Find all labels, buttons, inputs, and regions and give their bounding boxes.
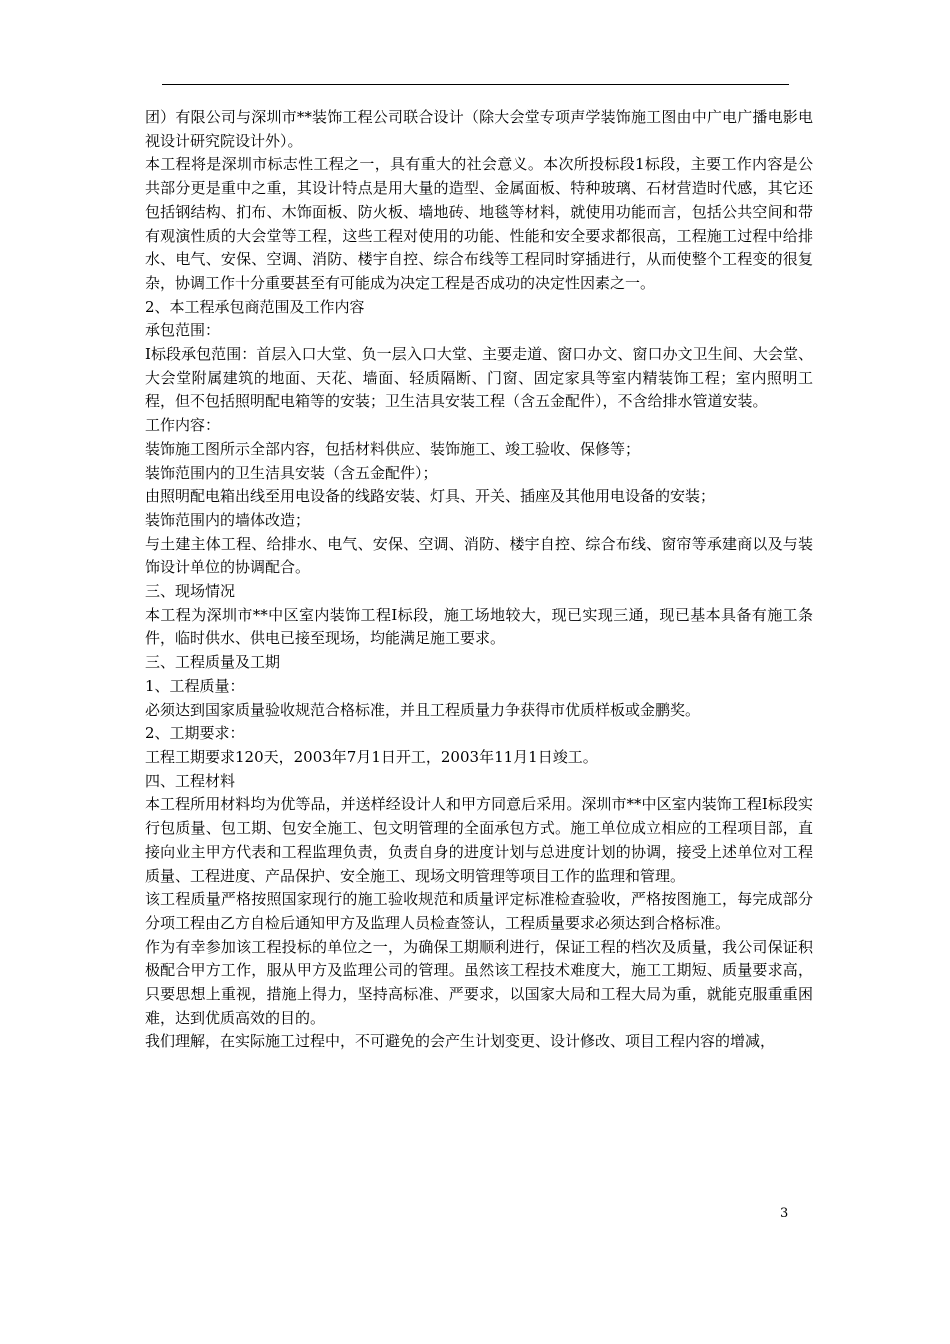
list-item-wall-alteration: 装饰范围内的墙体改造；	[145, 510, 311, 529]
paragraph-section-scope: Ⅰ标段承包范围：首层入口大堂、负一层入口大堂、主要走道、窗口办文、窗口办文卫生间、大会堂、大会堂附属建筑的地面、天花、墙面、轻质隔断、门窗、固定家具等室内精装饰工程；室内照明工程，但不包括照明配电箱等的安装；卫生洁具安装工程（含五金配件），不含给排水管道安装。	[145, 345, 813, 411]
paragraph-materials: 本工程所用材料均为优等品，并送样经设计人和甲方同意后采用。深圳市**中区室内装饰工程I标段实行包质量、包工期、包安全施工、包文明管理的全面承包方式。施工单位成立相应的工程项目部，直接向业主甲方代表和工程监理负责，负责自身的进度计划与总进度计划的协调，接受上述单位对工程质量、工程进度、产品保护、安全施工、现场文明管理等项目工作的监理和管理。	[145, 795, 813, 885]
header-rule	[162, 84, 789, 85]
paragraph-schedule: 工程工期要求120天，2003年7月1日开工，2003年11月1日竣工。	[145, 747, 598, 766]
heading-quality: 1、工程质量：	[145, 676, 245, 695]
paragraph-project-significance: 本工程将是深圳市标志性工程之一，具有重大的社会意义。本次所投标段1标段，主要工作内容是公共部分更是重中之重，其设计特点是用大量的造型、金属面板、特种玻璃、石材营造时代感，其它还包括钢结构、扪布、木饰面板、防火板、墙地砖、地毯等材料，就使用功能而言，包括公共空间和带有观演性质的大会堂等工程，这些工程对使用的功能、性能和安全要求都很高，工程施工过程中给排水、电气、安保、空调、消防、楼宇自控、综合布线等工程同时穿插进行，从而使整个工程变的很复杂，协调工作十分重要甚至有可能成为决定工程是否成功的决定性因素之一。	[145, 155, 813, 292]
paragraph-quality-standard: 必须达到国家质量验收规范合格标准，并且工程质量力争获得市优质样板或金鹏奖。	[145, 700, 701, 719]
list-item-sanitary-fixtures: 装饰范围内的卫生洁具安装（含五金配件）；	[145, 463, 438, 482]
paragraph-commitment: 作为有幸参加该工程投标的单位之一，为确保工期顺利进行，保证工程的档次及质量，我公司保证积极配合甲方工作，服从甲方及监理公司的管理。虽然该工程技术难度大，施工工期短、质量要求高，只要思想上重视，措施上得力，坚持高标准、严要求，以国家大局和工程大局为重，就能克服重重困难，达到优质高效的目的。	[145, 937, 813, 1027]
document-body	[145, 106, 813, 1054]
list-item-electrical-install: 由照明配电箱出线至用电设备的线路安装、灯具、开关、插座及其他用电设备的安装；	[145, 487, 716, 506]
list-item-work-drawings: 装饰施工图所示全部内容，包括材料供应、装饰施工、竣工验收、保修等；	[145, 439, 641, 458]
heading-schedule: 2、工期要求：	[145, 724, 245, 743]
paragraph-site-conditions: 本工程为深圳市**中区室内装饰工程I标段，施工场地较大，现已实现三通，现已基本具备有施工条件，临时供水、供电已接至现场，均能满足施工要求。	[145, 605, 813, 648]
page-number: 3	[780, 1206, 789, 1221]
heading-contractor-scope: 2、本工程承包商范围及工作内容	[145, 297, 365, 316]
label-contract-scope: 承包范围：	[145, 321, 221, 340]
heading-materials: 四、工程材料	[145, 771, 236, 790]
paragraph-inspection: 该工程质量严格按照国家现行的施工验收规范和质量评定标准检查验收，严格按图施工，每完成部分分项工程由乙方自检后通知甲方及监理人员检查签认，工程质量要求必须达到合格标准。	[145, 890, 813, 932]
label-work-content: 工作内容：	[145, 416, 221, 435]
paragraph-understanding: 我们理解，在实际施工过程中，不可避免的会产生计划变更、设计修改、项目工程内容的增减，	[145, 1032, 776, 1051]
heading-site-conditions: 三、现场情况	[145, 582, 236, 601]
heading-quality-schedule: 三、工程质量及工期	[145, 653, 281, 672]
list-item-coordination: 与土建主体工程、给排水、电气、安保、空调、消防、楼宇自控、综合布线、窗帘等承建商以及与装饰设计单位的协调配合。	[145, 534, 813, 577]
paragraph-design-credit: 团）有限公司与深圳市**装饰工程公司联合设计（除大会堂专项声学装饰施工图由中广电广播电影电视设计研究院设计外）。	[145, 108, 813, 150]
